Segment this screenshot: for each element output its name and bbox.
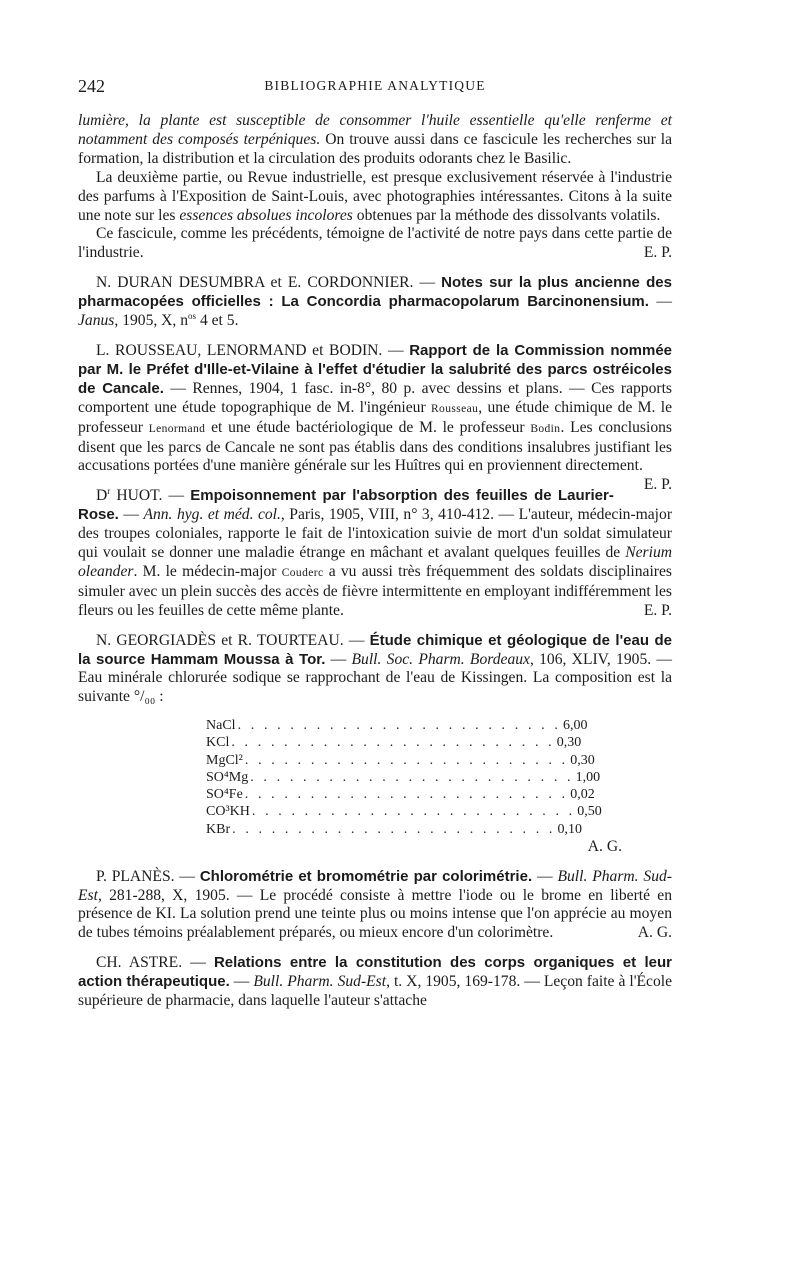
compound-value: 0,02 bbox=[570, 787, 595, 803]
compound-name: KBr bbox=[206, 821, 231, 837]
leader-dots: . . . . . . . . . . . . . . . . . . . . . . . . . bbox=[232, 821, 556, 837]
entry-title: Relations entre la constitution des corps organiques et leur action thérapeutique. bbox=[78, 954, 672, 991]
entry-ref-text: 4 et 5. bbox=[196, 312, 239, 330]
running-head: BIBLIOGRAPHIE ANALYTIQUE bbox=[264, 78, 486, 93]
entry-authors: N. GEORGIADÈS et R. TOURTEAU. — bbox=[96, 631, 370, 649]
entry-title: Notes sur la plus ancienne des pharmacopées officielles : La Concordia pharmacopolarum Barcinonensium. bbox=[78, 274, 672, 311]
entry-text: — Rennes, 1904, 1 fasc. in-8°, 80 p. avec dessins et plans. — Ces rapports comportent une étude topographique de M. l'ingénieur bbox=[78, 379, 672, 416]
compound-name: SO⁴Fe bbox=[206, 787, 243, 803]
entry-text: et une étude bactériologique de M. le professeur bbox=[205, 418, 531, 436]
leader-dots: . . . . . . . . . . . . . . . . . . . . . . . . . bbox=[251, 804, 576, 820]
entry-ref-text: , 1905, X, n bbox=[114, 312, 189, 330]
entry-authors: N. DURAN DESUMBRA et E. CORDONNIER. — bbox=[96, 274, 442, 292]
entry-text: , 281-288, X, 1905. — Le procédé consiste à mettre l'iode ou le brome en liberté en présence de KI. La solution prend une teinte plus ou moins intense que l'on apprécie au moyen de tubes témoins préalablement préparés, ou mieux encore d'un colorimètre. bbox=[78, 886, 672, 942]
compound-value: 1,00 bbox=[575, 769, 601, 785]
entry-text: a vu aussi très fréquemment des soldats disciplinaires simuler avec un plein succès des accès de fièvre intermittente en employant indifféremment les fleurs ou les feuilles de cette même plante. bbox=[78, 562, 672, 619]
entry-ref-text: — bbox=[648, 293, 672, 311]
bibliography-entry-rousseau bbox=[78, 341, 672, 494]
compound-name: KCl bbox=[206, 735, 230, 751]
composition-table bbox=[206, 717, 602, 837]
page-number: 242 bbox=[78, 76, 105, 96]
leader-dots: . . . . . . . . . . . . . . . . . . . . . . . . . bbox=[237, 718, 561, 734]
leader-dots: . . . . . . . . . . . . . . . . . . . . . . . . . bbox=[244, 752, 569, 768]
compound-value: 6,00 bbox=[562, 718, 588, 734]
composition-row bbox=[206, 821, 583, 838]
bibliography-entry-duran bbox=[78, 274, 672, 331]
entry-authors: L. ROUSSEAU, LENORMAND et BODIN. — bbox=[96, 341, 410, 359]
entry-title: Chlorométrie et bromométrie par colorimétrie. bbox=[199, 867, 533, 885]
composition-row bbox=[206, 752, 595, 769]
compound-value: 0,30 bbox=[556, 735, 582, 751]
paragraph-text: obtenues par la méthode des dissolvants volatils. bbox=[352, 206, 661, 224]
compound-name: NaCl bbox=[206, 718, 236, 734]
signature: E. P. bbox=[643, 476, 672, 494]
italic-text: lumière, la plante est susceptible de consommer l'huile essentielle qu'elle renferme et notamment des composés terpéniques. bbox=[78, 112, 672, 148]
signature: E. P. bbox=[643, 244, 672, 262]
composition-row bbox=[206, 803, 602, 820]
entry-text: , une étude chimique de M. le professeur bbox=[78, 398, 672, 436]
entry-authors: CH. ASTRE. — bbox=[96, 954, 214, 972]
entry-text: . M. le médecin-major bbox=[133, 562, 282, 580]
entry-title: Rapport de la Commission nommée par M. le Préfet d'Ille-et-Vilaine à l'effet d'étudier la salubrité des parcs ostréicoles de Cancale. bbox=[78, 341, 672, 397]
leader-dots: . . . . . . . . . . . . . . . . . . . . . . . . . bbox=[250, 769, 574, 785]
entry-text: — bbox=[325, 650, 352, 668]
entry-authors: HUOT. — bbox=[110, 487, 191, 505]
journal-name: Bull. Pharm. Sud-Est bbox=[78, 867, 672, 904]
small-caps-name: Couderc bbox=[281, 566, 324, 579]
compound-name: SO⁴Mg bbox=[206, 769, 249, 785]
paragraph-conclusion bbox=[78, 225, 672, 263]
entry-text: — bbox=[229, 973, 254, 991]
paragraph-text: Ce fascicule, comme les précédents, témoigne de l'activité de notre pays dans cette partie de l'industrie. bbox=[78, 225, 672, 262]
entry-text: , 106, XLIV, 1905. — Eau minérale chlorurée sodique se rapprochant de l'eau de Kissingen. La composition est la suivante bbox=[78, 650, 672, 706]
journal-name: Janus bbox=[78, 312, 115, 330]
composition-row bbox=[206, 734, 582, 751]
journal-name: Bull. Pharm. Sud-Est bbox=[253, 973, 387, 991]
paragraph-text: La deuxième partie, ou Revue industrielle, est presque exclusivement réservée à l'industrie des parfums à l'Exposition de Saint-Louis, avec photographies intéressantes. Citons à la suite une note sur les bbox=[78, 168, 672, 224]
journal-name: Ann. hyg. et méd. col. bbox=[143, 506, 281, 524]
small-caps-name: Bodin bbox=[530, 422, 561, 435]
doctor-abbrev: D bbox=[96, 487, 108, 505]
entry-title: Empoisonnement par l'absorption des feuilles de Laurier-Rose. bbox=[78, 487, 614, 524]
compound-name: CO³KH bbox=[206, 804, 250, 820]
permille-sign: °/₀₀ : bbox=[133, 688, 164, 706]
signature: A. G. bbox=[587, 837, 622, 855]
leader-dots: . . . . . . . . . . . . . . . . . . . . . . . . . bbox=[244, 787, 569, 803]
small-caps-name: Lenormand bbox=[148, 422, 206, 435]
entry-text: — bbox=[118, 506, 144, 524]
paragraph-continued bbox=[78, 112, 672, 169]
entry-title: Étude chimique et géologique de l'eau de la source Hammam Moussa à Tor. bbox=[78, 631, 672, 668]
bibliography-entry-huot bbox=[78, 487, 672, 620]
page-header bbox=[78, 76, 672, 98]
paragraph-text: On trouve aussi dans ce fascicule les recherches sur la formation, la distribution et la circulation des produits odorants chez le Basilic. bbox=[78, 130, 672, 167]
italic-text: essences absolues incolores bbox=[179, 206, 353, 224]
signature: E. P. bbox=[643, 601, 672, 619]
bibliography-entry-astre bbox=[78, 954, 672, 1011]
composition-row bbox=[206, 769, 601, 786]
composition-row bbox=[206, 786, 595, 803]
entry-text: , t. X, 1905, 169-178. — Leçon faite à l'École supérieure de pharmacie, dans laquelle l'auteur s'attache bbox=[78, 973, 673, 1010]
page-body bbox=[78, 112, 672, 1011]
journal-name: Bull. Soc. Pharm. Bordeaux bbox=[351, 650, 530, 668]
entry-text: , Paris, 1905, VIII, n° 3, 410-412. — L'auteur, médecin-major des troupes coloniales, rapporte le fait de l'intoxication suivie de mort d'un soldat simulateur qui voulait se donner une maladie étrange en mâchant et avalant quelques feuilles de bbox=[78, 506, 673, 562]
entry-authors: P. PLANÈS. — bbox=[96, 867, 200, 885]
paragraph-industrial-review bbox=[78, 169, 672, 226]
signature: A. G. bbox=[637, 924, 672, 942]
leader-dots: . . . . . . . . . . . . . . . . . . . . . . . . . bbox=[231, 735, 555, 751]
superscript: r bbox=[107, 486, 111, 497]
entry-text: . Les conclusions disent que les parcs de Cancale ne sont pas établis dans des conditions insalubres justifiant les accusations portées d'une manière générale sur les Huîtres qui en proviennent directement. bbox=[78, 418, 672, 475]
species-name: Nerium oleander bbox=[78, 544, 672, 580]
compound-value: 0,10 bbox=[557, 821, 583, 837]
composition-row bbox=[206, 717, 588, 734]
small-caps-name: Rousseau bbox=[430, 402, 479, 415]
compound-value: 0,50 bbox=[577, 804, 602, 820]
compound-value: 0,30 bbox=[570, 752, 595, 768]
bibliography-entry-planes bbox=[78, 868, 672, 944]
bibliography-entry-georgiades bbox=[78, 632, 672, 708]
entry-text: — bbox=[532, 867, 558, 885]
compound-name: MgCl² bbox=[206, 752, 243, 768]
superscript: os bbox=[188, 310, 197, 321]
